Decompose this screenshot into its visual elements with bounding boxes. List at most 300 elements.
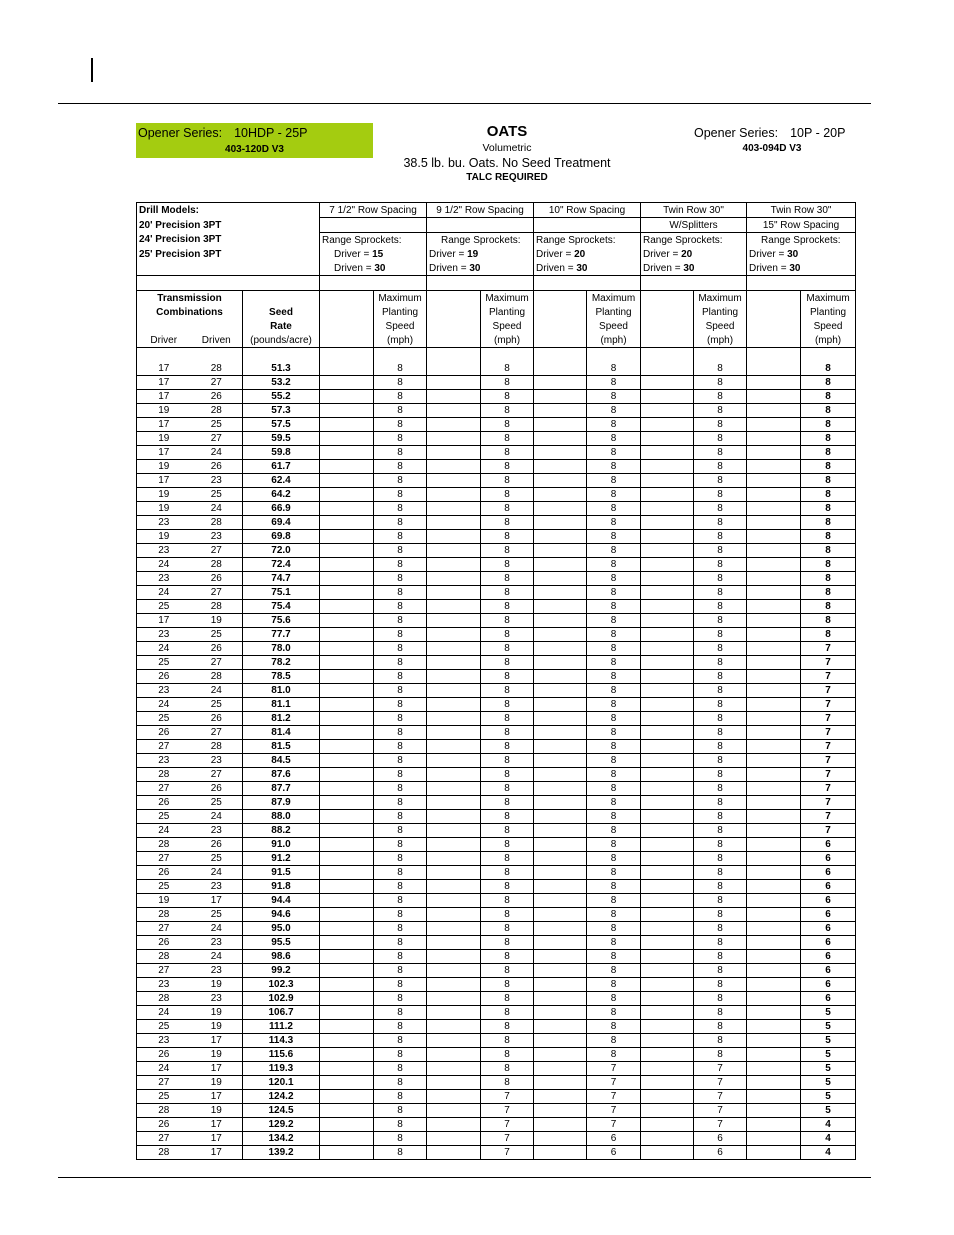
driven-cell: 27 xyxy=(191,586,243,600)
spacer-cell xyxy=(320,1118,374,1132)
speed-cell-5: 8 xyxy=(801,488,856,502)
speed-cell-3: 8 xyxy=(587,502,641,516)
speed-cell-1: 8 xyxy=(374,768,427,782)
spacer-cell xyxy=(641,614,694,628)
spacer-cell xyxy=(534,922,587,936)
table-row xyxy=(137,782,856,796)
spacer-cell xyxy=(534,642,587,656)
speed-cell-4: 8 xyxy=(694,558,747,572)
spacer-cell xyxy=(747,936,801,950)
spacer-cell xyxy=(641,586,694,600)
speed-cell-3: 7 xyxy=(587,1090,641,1104)
speed-cell-4: 8 xyxy=(694,950,747,964)
spacer-cell xyxy=(641,908,694,922)
spacer-cell xyxy=(747,376,801,390)
spacer-cell xyxy=(534,1118,587,1132)
speed-cell-3: 8 xyxy=(587,530,641,544)
driven-cell: 17 xyxy=(191,1118,243,1132)
seed-rate-cell: 99.2 xyxy=(243,964,320,978)
speed-cell-4: 8 xyxy=(694,880,747,894)
speed-cell-5: 7 xyxy=(801,670,856,684)
speed-cell-1: 8 xyxy=(374,446,427,460)
seed-rate-cell: 119.3 xyxy=(243,1062,320,1076)
spacer-cell xyxy=(534,768,587,782)
seed-rate-cell: 57.5 xyxy=(243,418,320,432)
spacer-cell xyxy=(641,1062,694,1076)
speed-cell-1: 8 xyxy=(374,376,427,390)
spacer-cell xyxy=(641,656,694,670)
table-row xyxy=(137,810,856,824)
table-row xyxy=(137,754,856,768)
spacer-cell xyxy=(747,824,801,838)
speed-cell-2: 7 xyxy=(481,1118,534,1132)
speed-cell-3: 8 xyxy=(587,782,641,796)
talc-note: TALC REQUIRED xyxy=(466,172,548,183)
spacer-cell xyxy=(427,964,481,978)
speed-cell-2: 8 xyxy=(481,684,534,698)
speed-cell-2: 8 xyxy=(481,572,534,586)
spacer-cell xyxy=(641,418,694,432)
speed-cell-4: 8 xyxy=(694,852,747,866)
driven-cell: 24 xyxy=(191,950,243,964)
driven-cell: 24 xyxy=(191,684,243,698)
speed-cell-4: 8 xyxy=(694,544,747,558)
spacer-cell xyxy=(427,642,481,656)
spacer-cell xyxy=(320,1104,374,1118)
spacer-cell xyxy=(534,894,587,908)
spacer-cell xyxy=(320,1020,374,1034)
seed-rate-cell: 111.2 xyxy=(243,1020,320,1034)
speed-cell-3: 8 xyxy=(587,516,641,530)
driver-cell: 27 xyxy=(137,782,191,796)
speed-cell-5: 4 xyxy=(801,1118,856,1132)
spacer-cell xyxy=(641,474,694,488)
speed-cell-2: 8 xyxy=(481,1006,534,1020)
seed-rate-cell: 81.1 xyxy=(243,698,320,712)
max-header: Planting xyxy=(374,305,427,319)
speed-cell-1: 8 xyxy=(374,894,427,908)
table-row xyxy=(137,768,856,782)
spacer-cell xyxy=(641,768,694,782)
seed-rate-cell: 115.6 xyxy=(243,1048,320,1062)
spacer-cell xyxy=(747,964,801,978)
driver-cell: 19 xyxy=(137,488,191,502)
spacer-cell xyxy=(534,418,587,432)
seed-rate-cell: 62.4 xyxy=(243,474,320,488)
speed-cell-4: 7 xyxy=(694,1090,747,1104)
speed-cell-2: 8 xyxy=(481,852,534,866)
spacer-cell xyxy=(747,1118,801,1132)
margin-bar xyxy=(91,58,93,82)
driver-cell: 28 xyxy=(137,992,191,1006)
speed-cell-4: 8 xyxy=(694,964,747,978)
spacer-cell xyxy=(320,1132,374,1146)
driver-cell: 24 xyxy=(137,698,191,712)
speed-cell-4: 8 xyxy=(694,754,747,768)
seed-rate-cell: 51.3 xyxy=(243,362,320,376)
spacer-cell xyxy=(534,446,587,460)
driven-cell: 24 xyxy=(191,866,243,880)
driver-cell: 17 xyxy=(137,390,191,404)
speed-cell-1: 8 xyxy=(374,922,427,936)
speed-cell-1: 8 xyxy=(374,502,427,516)
speed-cell-1: 8 xyxy=(374,796,427,810)
seed-rate-cell: 81.2 xyxy=(243,712,320,726)
seed-rate-cell: 81.4 xyxy=(243,726,320,740)
speed-cell-3: 8 xyxy=(587,908,641,922)
max-header: (mph) xyxy=(587,333,641,348)
speed-cell-2: 8 xyxy=(481,838,534,852)
speed-cell-3: 8 xyxy=(587,404,641,418)
driver-cell: 17 xyxy=(137,474,191,488)
speed-cell-5: 8 xyxy=(801,362,856,376)
table-row xyxy=(137,1034,856,1048)
speed-cell-5: 8 xyxy=(801,432,856,446)
spacer-cell xyxy=(320,936,374,950)
opener-series-left-label: Opener Series: xyxy=(138,126,223,140)
speed-cell-1: 8 xyxy=(374,1104,427,1118)
driver-cell: 26 xyxy=(137,1048,191,1062)
driver-cell: 28 xyxy=(137,838,191,852)
table-row xyxy=(137,460,856,474)
speed-cell-3: 8 xyxy=(587,1034,641,1048)
spacer-cell xyxy=(427,460,481,474)
driven-cell: 25 xyxy=(191,852,243,866)
driven-cell: 27 xyxy=(191,432,243,446)
max-header: Speed xyxy=(481,319,534,333)
speed-cell-2: 7 xyxy=(481,1132,534,1146)
spacer-cell xyxy=(320,866,374,880)
driven-cell: 25 xyxy=(191,488,243,502)
speed-cell-2: 8 xyxy=(481,1062,534,1076)
driver-cell: 27 xyxy=(137,1076,191,1090)
speed-cell-5: 8 xyxy=(801,586,856,600)
speed-cell-1: 8 xyxy=(374,432,427,446)
table-row xyxy=(137,670,856,684)
spacer-cell xyxy=(427,768,481,782)
rate-header: Rate xyxy=(243,319,320,333)
spacer-cell xyxy=(320,390,374,404)
spacer-cell xyxy=(427,936,481,950)
speed-cell-2: 8 xyxy=(481,516,534,530)
seed-rate-cell: 95.5 xyxy=(243,936,320,950)
seed-rate-cell: 95.0 xyxy=(243,922,320,936)
spacer-cell xyxy=(747,516,801,530)
speed-cell-5: 5 xyxy=(801,1090,856,1104)
max-header: Maximum xyxy=(694,291,747,306)
spacer-cell xyxy=(747,418,801,432)
max-header: Speed xyxy=(801,319,856,333)
spacer-cell xyxy=(320,1034,374,1048)
spacer-cell xyxy=(320,838,374,852)
driver-cell: 17 xyxy=(137,362,191,376)
spacer-cell xyxy=(320,502,374,516)
spacer-cell xyxy=(320,684,374,698)
spacer-cell xyxy=(534,1020,587,1034)
speed-cell-4: 8 xyxy=(694,838,747,852)
driver-cell: 26 xyxy=(137,670,191,684)
seed-rate-cell: 69.8 xyxy=(243,530,320,544)
speed-cell-1: 8 xyxy=(374,614,427,628)
speed-cell-2: 8 xyxy=(481,1076,534,1090)
opener-series-right-box xyxy=(672,126,872,154)
spacer-cell xyxy=(641,712,694,726)
seed-rate-cell: 91.8 xyxy=(243,880,320,894)
speed-cell-1: 8 xyxy=(374,950,427,964)
speed-cell-5: 8 xyxy=(801,530,856,544)
spacer-cell xyxy=(747,852,801,866)
spacer-cell xyxy=(320,418,374,432)
seed-rate-cell: 61.7 xyxy=(243,460,320,474)
speed-cell-2: 8 xyxy=(481,936,534,950)
speed-cell-3: 8 xyxy=(587,922,641,936)
seed-rate-cell: 72.4 xyxy=(243,558,320,572)
spacer-cell xyxy=(747,544,801,558)
spacer-cell xyxy=(534,656,587,670)
spacer-cell xyxy=(427,740,481,754)
spacer-cell xyxy=(320,642,374,656)
spacer-cell xyxy=(534,726,587,740)
spacer-cell xyxy=(747,362,801,376)
spacer-cell xyxy=(641,1020,694,1034)
spacer-cell xyxy=(534,376,587,390)
spacing-2-driven: Driven = 30 xyxy=(427,261,534,276)
speed-cell-5: 6 xyxy=(801,838,856,852)
spacer-cell xyxy=(641,838,694,852)
spacer-cell xyxy=(747,628,801,642)
driver-cell: 25 xyxy=(137,880,191,894)
spacing-4-driver: Driver = 20 xyxy=(641,247,747,261)
speed-cell-2: 7 xyxy=(481,1146,534,1160)
speed-cell-2: 8 xyxy=(481,600,534,614)
seed-rate-cell: 91.0 xyxy=(243,838,320,852)
driven-cell: 23 xyxy=(191,936,243,950)
table-row xyxy=(137,852,856,866)
spacer-cell xyxy=(534,950,587,964)
speed-cell-1: 8 xyxy=(374,530,427,544)
speed-cell-2: 8 xyxy=(481,712,534,726)
speed-cell-4: 8 xyxy=(694,432,747,446)
speed-cell-3: 7 xyxy=(587,1076,641,1090)
spacer-cell xyxy=(320,460,374,474)
seed-rate-cell: 124.5 xyxy=(243,1104,320,1118)
driven-cell: 26 xyxy=(191,712,243,726)
speed-cell-3: 8 xyxy=(587,838,641,852)
speed-cell-5: 8 xyxy=(801,600,856,614)
speed-cell-5: 7 xyxy=(801,656,856,670)
speed-cell-1: 8 xyxy=(374,418,427,432)
speed-cell-1: 8 xyxy=(374,656,427,670)
driver-cell: 27 xyxy=(137,1132,191,1146)
speed-cell-3: 8 xyxy=(587,628,641,642)
speed-cell-3: 8 xyxy=(587,418,641,432)
speed-cell-5: 6 xyxy=(801,950,856,964)
spacing-5-sprockets: Range Sprockets: xyxy=(747,233,856,248)
driven-cell: 24 xyxy=(191,446,243,460)
speed-cell-5: 7 xyxy=(801,754,856,768)
spacer-cell xyxy=(427,614,481,628)
speed-cell-1: 8 xyxy=(374,1048,427,1062)
speed-cell-1: 8 xyxy=(374,1118,427,1132)
driven-cell: 28 xyxy=(191,558,243,572)
table-row xyxy=(137,530,856,544)
spacer-cell xyxy=(534,866,587,880)
spacer-cell xyxy=(747,502,801,516)
speed-cell-2: 8 xyxy=(481,740,534,754)
speed-cell-4: 8 xyxy=(694,698,747,712)
spacer-cell xyxy=(320,488,374,502)
seed-rate-cell: 106.7 xyxy=(243,1006,320,1020)
driven-cell: 26 xyxy=(191,782,243,796)
speed-cell-4: 8 xyxy=(694,894,747,908)
table-row xyxy=(137,894,856,908)
speed-cell-1: 8 xyxy=(374,1090,427,1104)
spacing-3-subtitle xyxy=(534,218,641,233)
spacing-1-driven: Driven = 30 xyxy=(320,261,427,276)
speed-cell-5: 8 xyxy=(801,474,856,488)
speed-cell-3: 7 xyxy=(587,1104,641,1118)
speed-cell-4: 6 xyxy=(694,1146,747,1160)
speed-cell-1: 8 xyxy=(374,908,427,922)
spacer-cell xyxy=(534,516,587,530)
max-header: (mph) xyxy=(481,333,534,348)
speed-cell-5: 8 xyxy=(801,390,856,404)
table-row xyxy=(137,740,856,754)
speed-cell-1: 8 xyxy=(374,642,427,656)
speed-cell-1: 8 xyxy=(374,586,427,600)
seed-rate-cell: 78.0 xyxy=(243,642,320,656)
speed-cell-5: 8 xyxy=(801,418,856,432)
spacer-cell xyxy=(427,838,481,852)
spacer-cell xyxy=(534,586,587,600)
table-row xyxy=(137,880,856,894)
driver-cell: 28 xyxy=(137,1104,191,1118)
driven-cell: 23 xyxy=(191,964,243,978)
speed-cell-4: 8 xyxy=(694,474,747,488)
spacer-cell xyxy=(747,922,801,936)
spacer-cell xyxy=(534,1062,587,1076)
opener-series-right-code: 403-094D V3 xyxy=(742,143,802,154)
spacer-cell xyxy=(534,908,587,922)
speed-cell-3: 8 xyxy=(587,446,641,460)
speed-cell-5: 7 xyxy=(801,642,856,656)
speed-cell-5: 7 xyxy=(801,726,856,740)
speed-cell-3: 8 xyxy=(587,768,641,782)
spacing-5-title: Twin Row 30" xyxy=(747,203,856,218)
driver-cell: 28 xyxy=(137,1146,191,1160)
spacer-cell xyxy=(747,656,801,670)
spacer-cell xyxy=(641,964,694,978)
seed-rate-cell: 139.2 xyxy=(243,1146,320,1160)
driven-cell: 25 xyxy=(191,698,243,712)
spacer-cell xyxy=(641,754,694,768)
speed-cell-4: 8 xyxy=(694,810,747,824)
spacer-cell xyxy=(747,908,801,922)
table-row xyxy=(137,1132,856,1146)
speed-cell-2: 8 xyxy=(481,628,534,642)
spacer-cell xyxy=(641,726,694,740)
spacer-cell xyxy=(427,1090,481,1104)
table-row xyxy=(137,628,856,642)
table-row xyxy=(137,908,856,922)
spacer-cell xyxy=(427,1076,481,1090)
driver-cell: 28 xyxy=(137,908,191,922)
speed-cell-3: 8 xyxy=(587,810,641,824)
spacer-cell xyxy=(747,880,801,894)
spacer-cell xyxy=(427,866,481,880)
speed-cell-3: 8 xyxy=(587,670,641,684)
seed-rate-cell: 77.7 xyxy=(243,628,320,642)
spacer-cell xyxy=(427,796,481,810)
spacer-cell xyxy=(427,894,481,908)
spacer-cell xyxy=(641,572,694,586)
driver-cell: 23 xyxy=(137,516,191,530)
driver-cell: 25 xyxy=(137,600,191,614)
speed-cell-2: 8 xyxy=(481,404,534,418)
spacer-cell xyxy=(534,810,587,824)
speed-cell-5: 5 xyxy=(801,1048,856,1062)
speed-cell-2: 8 xyxy=(481,754,534,768)
spacer-cell xyxy=(747,1034,801,1048)
seed-rate-cell: 102.9 xyxy=(243,992,320,1006)
combinations-header: Combinations xyxy=(137,305,243,319)
speed-cell-2: 8 xyxy=(481,698,534,712)
speed-cell-2: 8 xyxy=(481,376,534,390)
table-row xyxy=(137,376,856,390)
spacer-cell xyxy=(427,1048,481,1062)
seed-rate-cell: 72.0 xyxy=(243,544,320,558)
speed-cell-3: 8 xyxy=(587,362,641,376)
spacer-cell xyxy=(320,670,374,684)
speed-cell-2: 8 xyxy=(481,908,534,922)
spacer-cell xyxy=(534,558,587,572)
spacer-cell xyxy=(747,600,801,614)
driver-cell: 28 xyxy=(137,768,191,782)
spacer-cell xyxy=(427,684,481,698)
speed-cell-4: 8 xyxy=(694,768,747,782)
spacer-cell xyxy=(534,530,587,544)
spacer-cell xyxy=(427,824,481,838)
speed-cell-1: 8 xyxy=(374,516,427,530)
speed-cell-1: 8 xyxy=(374,1062,427,1076)
spacer-cell xyxy=(320,432,374,446)
speed-cell-1: 8 xyxy=(374,404,427,418)
speed-cell-4: 8 xyxy=(694,908,747,922)
max-header: Planting xyxy=(694,305,747,319)
speed-cell-4: 8 xyxy=(694,502,747,516)
driven-cell: 28 xyxy=(191,670,243,684)
driven-cell: 24 xyxy=(191,502,243,516)
driven-cell: 27 xyxy=(191,768,243,782)
spacer-cell xyxy=(427,474,481,488)
spacer-cell xyxy=(641,1146,694,1160)
table-row xyxy=(137,404,856,418)
spacer-cell xyxy=(534,824,587,838)
speed-cell-1: 8 xyxy=(374,474,427,488)
spacer-cell xyxy=(641,1090,694,1104)
table-row xyxy=(137,614,856,628)
spacer-cell xyxy=(747,432,801,446)
driver-cell: 19 xyxy=(137,894,191,908)
speed-cell-3: 6 xyxy=(587,1146,641,1160)
table-row xyxy=(137,992,856,1006)
table-row xyxy=(137,432,856,446)
driver-cell: 26 xyxy=(137,796,191,810)
speed-cell-3: 8 xyxy=(587,642,641,656)
spacer-cell xyxy=(534,684,587,698)
speed-cell-5: 6 xyxy=(801,908,856,922)
driver-cell: 19 xyxy=(137,502,191,516)
